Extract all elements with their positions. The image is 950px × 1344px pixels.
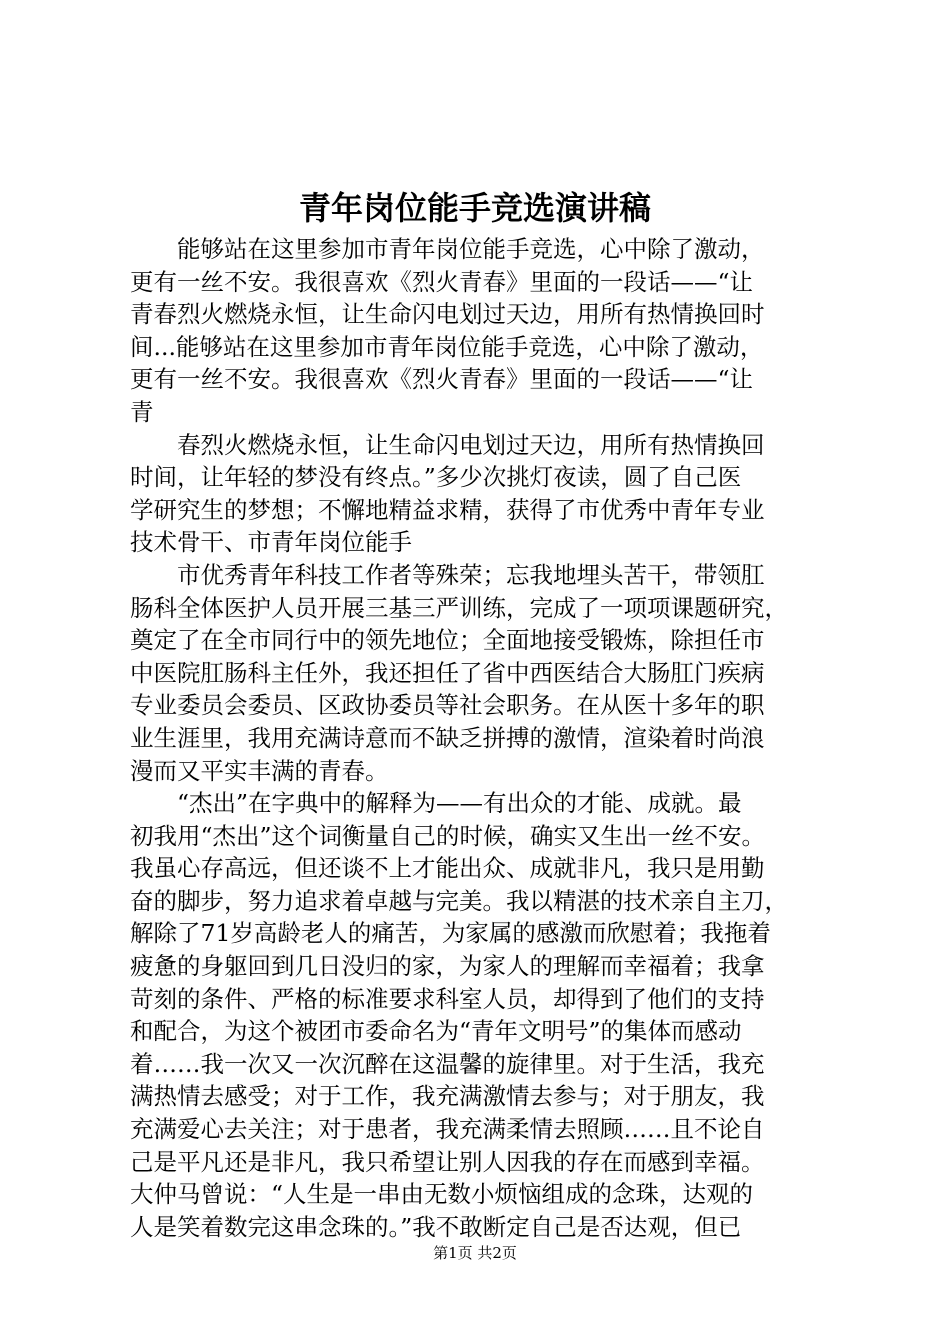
body-line: 青春烈火燃烧永恒，让生命闪电划过天边，用所有热情换回时: [130, 300, 765, 329]
body-line: 中医院肛肠科主任外，我还担任了省中西医结合大肠肛门疾病: [130, 658, 765, 687]
body-line: 更有一丝不安。我很喜欢《烈火青春》里面的一段话——“让: [130, 267, 754, 296]
body-line: 初我用“杰出”这个词衡量自己的时候，确实又生出一丝不安。: [130, 821, 766, 850]
body-line: 充满爱心去关注；对于患者，我充满柔情去照顾……且不论自: [130, 1115, 765, 1144]
body-line: 我虽心存高远，但还谈不上才能出众、成就非凡，我只是用勤: [130, 854, 765, 883]
body-line: 奠定了在全市同行中的领先地位；全面地接受锻炼，除担任市: [130, 626, 765, 655]
body-line: 春烈火燃烧永恒，让生命闪电划过天边，用所有热情换回: [130, 430, 765, 459]
body-line: 解除了71岁高龄老人的痛苦，为家属的感激而欣慰着；我拖着: [130, 919, 771, 948]
page-title: 青年岗位能手竞选演讲稿: [298, 189, 651, 227]
body-line: “杰出”在字典中的解释为——有出众的才能、成就。最: [130, 789, 742, 818]
body-line: 满热情去感受；对于工作，我充满激情去参与；对于朋友，我: [130, 1082, 765, 1111]
body-line: 学研究生的梦想；不懈地精益求精，获得了市优秀中青年专业: [130, 495, 765, 524]
body-line: 更有一丝不安。我很喜欢《烈火青春》里面的一段话——“让: [130, 365, 754, 394]
body-line: 着……我一次又一次沉醉在这温馨的旋律里。对于生活，我充: [130, 1049, 765, 1078]
body-line: 时间，让年轻的梦没有终点。”多少次挑灯夜读，圆了自己医: [130, 463, 742, 492]
body-line: 业生涯里，我用充满诗意而不缺乏拼搏的激情，渲染着时尚浪: [130, 723, 765, 752]
body-line: 大仲马曾说：“人生是一串由无数小烦恼组成的念珠，达观的: [130, 1180, 754, 1209]
body-line: 漫而又平实丰满的青春。: [130, 756, 389, 785]
body-line: 能够站在这里参加市青年岗位能手竞选，心中除了激动，: [130, 235, 765, 263]
body-line: 肠科全体医护人员开展三基三严训练，完成了一项项课题研究，: [130, 593, 788, 622]
body-line: 人是笑着数完这串念珠的。”我不敢断定自己是否达观，但已: [130, 1212, 742, 1241]
body-line: 己是平凡还是非凡，我只希望让别人因我的存在而感到幸福。: [130, 1147, 765, 1176]
body-line: 市优秀青年科技工作者等殊荣；忘我地埋头苦干，带领肛: [130, 560, 765, 589]
document-body: [130, 233, 830, 1243]
body-line: 和配合，为这个被团市委命名为“青年文明号”的集体而感动: [130, 1017, 742, 1046]
body-line: 青: [130, 397, 154, 426]
page-indicator: 第1页 共2页: [433, 1244, 517, 1262]
body-line: 间...能够站在这里参加市青年岗位能手竞选，心中除了激动，: [130, 332, 764, 361]
body-line: 专业委员会委员、区政协委员等社会职务。在从医十多年的职: [130, 691, 765, 720]
body-line: 奋的脚步，努力追求着卓越与完美。我以精湛的技术亲自主刀，: [130, 886, 788, 915]
body-line: 疲惫的身躯回到几日没归的家，为家人的理解而幸福着；我拿: [130, 952, 765, 981]
body-line: 苛刻的条件、严格的标准要求科室人员，却得到了他们的支持: [130, 984, 765, 1013]
body-line: 技术骨干、市青年岗位能手: [130, 528, 412, 557]
